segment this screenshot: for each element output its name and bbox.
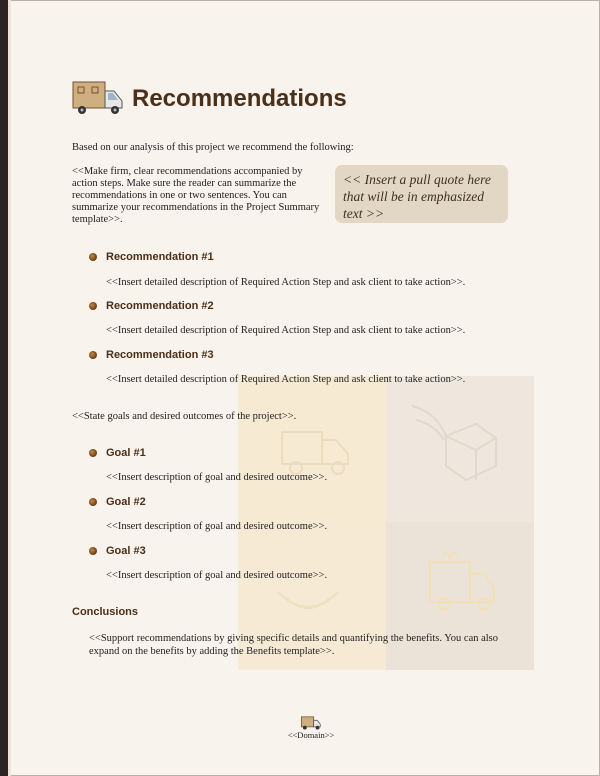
left-border-bar (0, 0, 8, 776)
goal-title: Goal #1 (106, 447, 146, 459)
intro-text: Based on our analysis of this project we recommend the following: (72, 142, 354, 153)
bullet-icon (89, 302, 97, 310)
page-title: Recommendations (132, 85, 347, 112)
goal-title: Goal #2 (106, 496, 146, 508)
footer-truck-icon (301, 715, 321, 731)
bullet-icon (89, 498, 97, 506)
bullet-icon (89, 449, 97, 457)
recommendation-title: Recommendation #3 (106, 349, 214, 361)
recommendation-description: <<Insert detailed description of Required Action Step and ask client to take action>>. (106, 325, 466, 336)
truck-icon (238, 376, 386, 524)
bullet-icon (89, 351, 97, 359)
recommendation-title: Recommendation #1 (106, 251, 214, 263)
recommendation-title: Recommendation #2 (106, 300, 214, 312)
recommendation-description: <<Insert detailed description of Required Action Step and ask client to take action>>. (106, 374, 466, 385)
pull-quote: << Insert a pull quote here that will be in emphasized text >> (335, 165, 508, 223)
conclusions-heading: Conclusions (72, 606, 139, 618)
goal-description: <<Insert description of goal and desired outcome>>. (106, 521, 328, 532)
conclusions-text: <<Support recommendations by giving specific details and quantifying the benefits. You can also expand on the benefits by adding the Benefits template>>. (89, 633, 499, 657)
bullet-icon (89, 547, 97, 555)
delivery-truck-icon (72, 78, 124, 118)
goals-intro-text: <<State goals and desired outcomes of the project>>. (72, 411, 297, 422)
goal-description: <<Insert description of goal and desired outcome>>. (106, 472, 328, 483)
watermark-box-tile (386, 376, 534, 524)
bullet-icon (89, 253, 97, 261)
goal-description: <<Insert description of goal and desired outcome>>. (106, 570, 328, 581)
left-border-accent (8, 0, 11, 776)
recommendations-summary-text: <<Make firm, clear recommendations accompanied by action steps. Make sure the reader can summarize the recommendations in one or two sentences. You can summarize your recommendations in the Project Summary template>>. (72, 166, 320, 225)
goal-title: Goal #3 (106, 545, 146, 557)
watermark-truck-tile (238, 376, 386, 524)
recommendation-description: <<Insert detailed description of Required Action Step and ask client to take action>>. (106, 277, 466, 288)
footer-domain-text: <<Domain>> (287, 730, 335, 740)
page-header (72, 78, 347, 118)
box-wings-icon (386, 376, 534, 524)
